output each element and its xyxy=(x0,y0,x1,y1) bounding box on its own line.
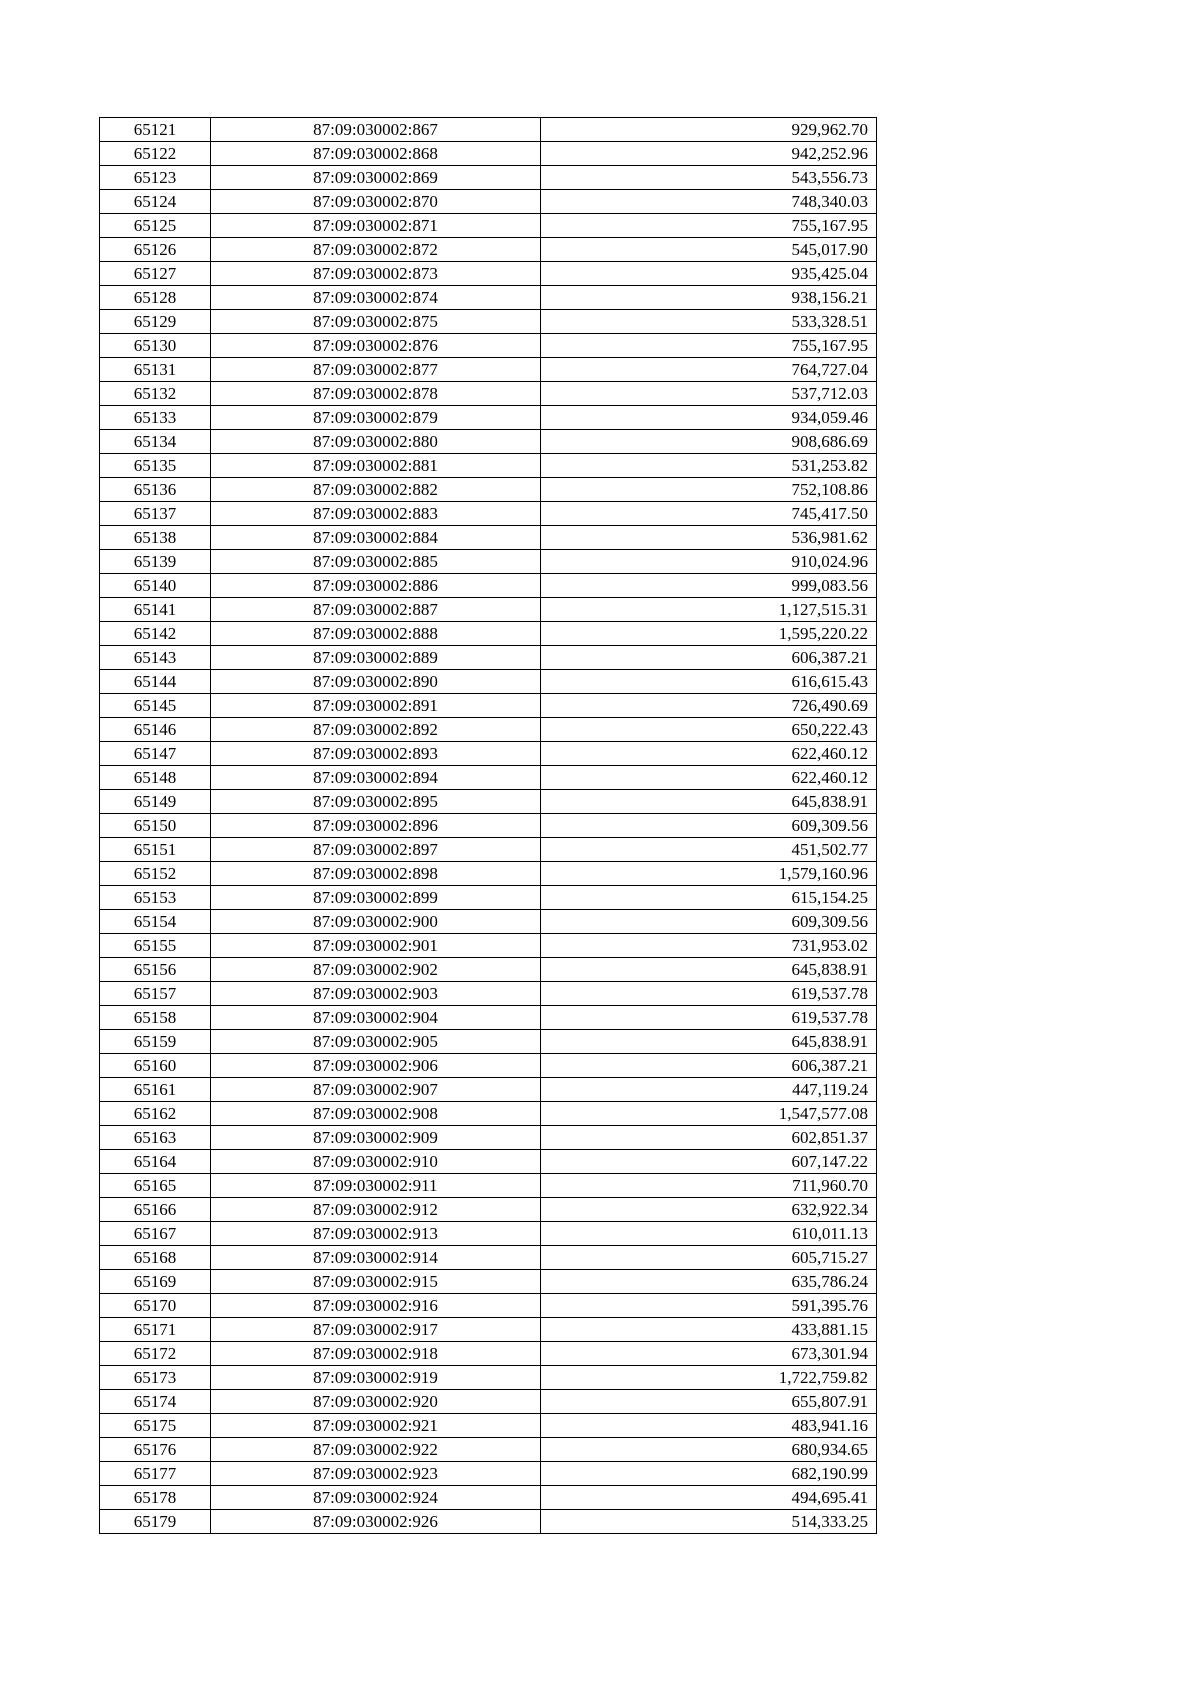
value-cell: 938,156.21 xyxy=(541,286,877,310)
row-number-cell: 65150 xyxy=(100,814,211,838)
row-number-cell: 65178 xyxy=(100,1486,211,1510)
table-row xyxy=(100,1006,877,1030)
cadastral-number-cell: 87:09:030002:906 xyxy=(211,1054,541,1078)
value-cell: 610,011.13 xyxy=(541,1222,877,1246)
cadastral-number-cell: 87:09:030002:892 xyxy=(211,718,541,742)
row-number-cell: 65177 xyxy=(100,1462,211,1486)
row-number-cell: 65170 xyxy=(100,1294,211,1318)
table-row xyxy=(100,742,877,766)
value-cell: 645,838.91 xyxy=(541,790,877,814)
cadastral-number-cell: 87:09:030002:886 xyxy=(211,574,541,598)
table-row xyxy=(100,646,877,670)
row-number-cell: 65174 xyxy=(100,1390,211,1414)
value-cell: 494,695.41 xyxy=(541,1486,877,1510)
cadastral-number-cell: 87:09:030002:913 xyxy=(211,1222,541,1246)
value-cell: 543,556.73 xyxy=(541,166,877,190)
table-row xyxy=(100,694,877,718)
value-cell: 752,108.86 xyxy=(541,478,877,502)
cadastral-number-cell: 87:09:030002:901 xyxy=(211,934,541,958)
table-row xyxy=(100,910,877,934)
cadastral-number-cell: 87:09:030002:879 xyxy=(211,406,541,430)
cadastral-number-cell: 87:09:030002:908 xyxy=(211,1102,541,1126)
table-row xyxy=(100,598,877,622)
table-row xyxy=(100,670,877,694)
cadastral-number-cell: 87:09:030002:903 xyxy=(211,982,541,1006)
cadastral-number-cell: 87:09:030002:907 xyxy=(211,1078,541,1102)
value-cell: 536,981.62 xyxy=(541,526,877,550)
cadastral-number-cell: 87:09:030002:899 xyxy=(211,886,541,910)
cadastral-number-cell: 87:09:030002:881 xyxy=(211,454,541,478)
cadastral-number-cell: 87:09:030002:912 xyxy=(211,1198,541,1222)
row-number-cell: 65149 xyxy=(100,790,211,814)
value-cell: 645,838.91 xyxy=(541,1030,877,1054)
cadastral-number-cell: 87:09:030002:888 xyxy=(211,622,541,646)
cadastral-value-table xyxy=(99,117,877,1534)
cadastral-number-cell: 87:09:030002:911 xyxy=(211,1174,541,1198)
table-row xyxy=(100,1270,877,1294)
cadastral-number-cell: 87:09:030002:885 xyxy=(211,550,541,574)
row-number-cell: 65152 xyxy=(100,862,211,886)
table-row xyxy=(100,358,877,382)
table-body xyxy=(100,118,877,1534)
table-row xyxy=(100,1510,877,1534)
value-cell: 609,309.56 xyxy=(541,910,877,934)
value-cell: 622,460.12 xyxy=(541,766,877,790)
cadastral-number-cell: 87:09:030002:915 xyxy=(211,1270,541,1294)
cadastral-number-cell: 87:09:030002:884 xyxy=(211,526,541,550)
row-number-cell: 65148 xyxy=(100,766,211,790)
row-number-cell: 65171 xyxy=(100,1318,211,1342)
value-cell: 650,222.43 xyxy=(541,718,877,742)
table-row xyxy=(100,214,877,238)
row-number-cell: 65169 xyxy=(100,1270,211,1294)
value-cell: 531,253.82 xyxy=(541,454,877,478)
cadastral-number-cell: 87:09:030002:880 xyxy=(211,430,541,454)
cadastral-number-cell: 87:09:030002:914 xyxy=(211,1246,541,1270)
table-row xyxy=(100,1366,877,1390)
value-cell: 929,962.70 xyxy=(541,118,877,142)
row-number-cell: 65128 xyxy=(100,286,211,310)
table-row xyxy=(100,1150,877,1174)
table-row xyxy=(100,982,877,1006)
cadastral-number-cell: 87:09:030002:926 xyxy=(211,1510,541,1534)
table-row xyxy=(100,1294,877,1318)
row-number-cell: 65139 xyxy=(100,550,211,574)
cadastral-number-cell: 87:09:030002:922 xyxy=(211,1438,541,1462)
cadastral-number-cell: 87:09:030002:894 xyxy=(211,766,541,790)
table-row xyxy=(100,262,877,286)
table-row xyxy=(100,1438,877,1462)
table-row xyxy=(100,1222,877,1246)
cadastral-number-cell: 87:09:030002:889 xyxy=(211,646,541,670)
value-cell: 606,387.21 xyxy=(541,1054,877,1078)
value-cell: 680,934.65 xyxy=(541,1438,877,1462)
table-row xyxy=(100,1462,877,1486)
table-row xyxy=(100,430,877,454)
cadastral-number-cell: 87:09:030002:921 xyxy=(211,1414,541,1438)
cadastral-number-cell: 87:09:030002:874 xyxy=(211,286,541,310)
value-cell: 999,083.56 xyxy=(541,574,877,598)
cadastral-number-cell: 87:09:030002:867 xyxy=(211,118,541,142)
cadastral-number-cell: 87:09:030002:910 xyxy=(211,1150,541,1174)
value-cell: 483,941.16 xyxy=(541,1414,877,1438)
row-number-cell: 65146 xyxy=(100,718,211,742)
cadastral-number-cell: 87:09:030002:919 xyxy=(211,1366,541,1390)
row-number-cell: 65130 xyxy=(100,334,211,358)
table-row xyxy=(100,142,877,166)
row-number-cell: 65162 xyxy=(100,1102,211,1126)
row-number-cell: 65168 xyxy=(100,1246,211,1270)
row-number-cell: 65137 xyxy=(100,502,211,526)
value-cell: 622,460.12 xyxy=(541,742,877,766)
table-row xyxy=(100,310,877,334)
row-number-cell: 65123 xyxy=(100,166,211,190)
cadastral-number-cell: 87:09:030002:875 xyxy=(211,310,541,334)
row-number-cell: 65122 xyxy=(100,142,211,166)
value-cell: 910,024.96 xyxy=(541,550,877,574)
value-cell: 615,154.25 xyxy=(541,886,877,910)
table-row xyxy=(100,382,877,406)
row-number-cell: 65176 xyxy=(100,1438,211,1462)
row-number-cell: 65175 xyxy=(100,1414,211,1438)
table-row xyxy=(100,838,877,862)
value-cell: 605,715.27 xyxy=(541,1246,877,1270)
cadastral-number-cell: 87:09:030002:916 xyxy=(211,1294,541,1318)
value-cell: 619,537.78 xyxy=(541,982,877,1006)
value-cell: 433,881.15 xyxy=(541,1318,877,1342)
value-cell: 731,953.02 xyxy=(541,934,877,958)
table-row xyxy=(100,790,877,814)
table-row xyxy=(100,478,877,502)
value-cell: 1,579,160.96 xyxy=(541,862,877,886)
table-row xyxy=(100,1054,877,1078)
row-number-cell: 65142 xyxy=(100,622,211,646)
row-number-cell: 65132 xyxy=(100,382,211,406)
row-number-cell: 65179 xyxy=(100,1510,211,1534)
row-number-cell: 65135 xyxy=(100,454,211,478)
table-row xyxy=(100,622,877,646)
table-row xyxy=(100,574,877,598)
cadastral-number-cell: 87:09:030002:890 xyxy=(211,670,541,694)
cadastral-number-cell: 87:09:030002:904 xyxy=(211,1006,541,1030)
value-cell: 451,502.77 xyxy=(541,838,877,862)
table-row xyxy=(100,1174,877,1198)
table-row xyxy=(100,454,877,478)
value-cell: 606,387.21 xyxy=(541,646,877,670)
row-number-cell: 65156 xyxy=(100,958,211,982)
table-row xyxy=(100,766,877,790)
value-cell: 602,851.37 xyxy=(541,1126,877,1150)
table-row xyxy=(100,1030,877,1054)
cadastral-number-cell: 87:09:030002:900 xyxy=(211,910,541,934)
table-row xyxy=(100,718,877,742)
row-number-cell: 65129 xyxy=(100,310,211,334)
row-number-cell: 65144 xyxy=(100,670,211,694)
table-row xyxy=(100,1198,877,1222)
value-cell: 447,119.24 xyxy=(541,1078,877,1102)
value-cell: 711,960.70 xyxy=(541,1174,877,1198)
table-row xyxy=(100,1390,877,1414)
table-row xyxy=(100,1414,877,1438)
cadastral-number-cell: 87:09:030002:902 xyxy=(211,958,541,982)
cadastral-number-cell: 87:09:030002:895 xyxy=(211,790,541,814)
table-row xyxy=(100,1486,877,1510)
value-cell: 1,722,759.82 xyxy=(541,1366,877,1390)
row-number-cell: 65125 xyxy=(100,214,211,238)
cadastral-number-cell: 87:09:030002:871 xyxy=(211,214,541,238)
cadastral-number-cell: 87:09:030002:882 xyxy=(211,478,541,502)
table-row xyxy=(100,502,877,526)
cadastral-number-cell: 87:09:030002:878 xyxy=(211,382,541,406)
cadastral-number-cell: 87:09:030002:893 xyxy=(211,742,541,766)
value-cell: 545,017.90 xyxy=(541,238,877,262)
row-number-cell: 65160 xyxy=(100,1054,211,1078)
row-number-cell: 65165 xyxy=(100,1174,211,1198)
value-cell: 537,712.03 xyxy=(541,382,877,406)
row-number-cell: 65166 xyxy=(100,1198,211,1222)
cadastral-number-cell: 87:09:030002:917 xyxy=(211,1318,541,1342)
cadastral-number-cell: 87:09:030002:898 xyxy=(211,862,541,886)
row-number-cell: 65173 xyxy=(100,1366,211,1390)
cadastral-number-cell: 87:09:030002:873 xyxy=(211,262,541,286)
row-number-cell: 65155 xyxy=(100,934,211,958)
table-row xyxy=(100,814,877,838)
row-number-cell: 65126 xyxy=(100,238,211,262)
row-number-cell: 65147 xyxy=(100,742,211,766)
table-row xyxy=(100,1246,877,1270)
cadastral-number-cell: 87:09:030002:870 xyxy=(211,190,541,214)
cadastral-number-cell: 87:09:030002:877 xyxy=(211,358,541,382)
value-cell: 745,417.50 xyxy=(541,502,877,526)
value-cell: 755,167.95 xyxy=(541,334,877,358)
row-number-cell: 65138 xyxy=(100,526,211,550)
row-number-cell: 65159 xyxy=(100,1030,211,1054)
row-number-cell: 65141 xyxy=(100,598,211,622)
row-number-cell: 65134 xyxy=(100,430,211,454)
value-cell: 682,190.99 xyxy=(541,1462,877,1486)
row-number-cell: 65140 xyxy=(100,574,211,598)
value-cell: 748,340.03 xyxy=(541,190,877,214)
cadastral-number-cell: 87:09:030002:883 xyxy=(211,502,541,526)
row-number-cell: 65163 xyxy=(100,1126,211,1150)
row-number-cell: 65136 xyxy=(100,478,211,502)
row-number-cell: 65145 xyxy=(100,694,211,718)
row-number-cell: 65143 xyxy=(100,646,211,670)
row-number-cell: 65131 xyxy=(100,358,211,382)
cadastral-number-cell: 87:09:030002:896 xyxy=(211,814,541,838)
row-number-cell: 65167 xyxy=(100,1222,211,1246)
table-row xyxy=(100,1102,877,1126)
cadastral-number-cell: 87:09:030002:868 xyxy=(211,142,541,166)
value-cell: 726,490.69 xyxy=(541,694,877,718)
row-number-cell: 65164 xyxy=(100,1150,211,1174)
row-number-cell: 65127 xyxy=(100,262,211,286)
cadastral-number-cell: 87:09:030002:924 xyxy=(211,1486,541,1510)
row-number-cell: 65158 xyxy=(100,1006,211,1030)
value-cell: 934,059.46 xyxy=(541,406,877,430)
value-cell: 607,147.22 xyxy=(541,1150,877,1174)
value-cell: 616,615.43 xyxy=(541,670,877,694)
row-number-cell: 65124 xyxy=(100,190,211,214)
table-row xyxy=(100,1126,877,1150)
row-number-cell: 65157 xyxy=(100,982,211,1006)
value-cell: 673,301.94 xyxy=(541,1342,877,1366)
value-cell: 908,686.69 xyxy=(541,430,877,454)
value-cell: 619,537.78 xyxy=(541,1006,877,1030)
row-number-cell: 65161 xyxy=(100,1078,211,1102)
value-cell: 591,395.76 xyxy=(541,1294,877,1318)
cadastral-number-cell: 87:09:030002:872 xyxy=(211,238,541,262)
value-cell: 635,786.24 xyxy=(541,1270,877,1294)
value-cell: 533,328.51 xyxy=(541,310,877,334)
table-row xyxy=(100,1318,877,1342)
table-row xyxy=(100,118,877,142)
cadastral-number-cell: 87:09:030002:909 xyxy=(211,1126,541,1150)
value-cell: 764,727.04 xyxy=(541,358,877,382)
cadastral-number-cell: 87:09:030002:887 xyxy=(211,598,541,622)
row-number-cell: 65151 xyxy=(100,838,211,862)
table-row xyxy=(100,958,877,982)
table-row xyxy=(100,526,877,550)
value-cell: 1,595,220.22 xyxy=(541,622,877,646)
cadastral-number-cell: 87:09:030002:920 xyxy=(211,1390,541,1414)
value-cell: 1,127,515.31 xyxy=(541,598,877,622)
cadastral-number-cell: 87:09:030002:918 xyxy=(211,1342,541,1366)
table-row xyxy=(100,238,877,262)
cadastral-number-cell: 87:09:030002:923 xyxy=(211,1462,541,1486)
row-number-cell: 65121 xyxy=(100,118,211,142)
table-row xyxy=(100,286,877,310)
row-number-cell: 65154 xyxy=(100,910,211,934)
table-row xyxy=(100,550,877,574)
row-number-cell: 65172 xyxy=(100,1342,211,1366)
table-row xyxy=(100,1078,877,1102)
table-row xyxy=(100,886,877,910)
row-number-cell: 65133 xyxy=(100,406,211,430)
table-row xyxy=(100,190,877,214)
table-row xyxy=(100,862,877,886)
table-row xyxy=(100,166,877,190)
value-cell: 1,547,577.08 xyxy=(541,1102,877,1126)
cadastral-number-cell: 87:09:030002:897 xyxy=(211,838,541,862)
cadastral-number-cell: 87:09:030002:905 xyxy=(211,1030,541,1054)
value-cell: 655,807.91 xyxy=(541,1390,877,1414)
value-cell: 514,333.25 xyxy=(541,1510,877,1534)
value-cell: 645,838.91 xyxy=(541,958,877,982)
value-cell: 609,309.56 xyxy=(541,814,877,838)
value-cell: 942,252.96 xyxy=(541,142,877,166)
table-row xyxy=(100,1342,877,1366)
cadastral-number-cell: 87:09:030002:891 xyxy=(211,694,541,718)
table-row xyxy=(100,334,877,358)
cadastral-number-cell: 87:09:030002:876 xyxy=(211,334,541,358)
table-row xyxy=(100,406,877,430)
value-cell: 755,167.95 xyxy=(541,214,877,238)
value-cell: 632,922.34 xyxy=(541,1198,877,1222)
cadastral-number-cell: 87:09:030002:869 xyxy=(211,166,541,190)
table-row xyxy=(100,934,877,958)
value-cell: 935,425.04 xyxy=(541,262,877,286)
row-number-cell: 65153 xyxy=(100,886,211,910)
